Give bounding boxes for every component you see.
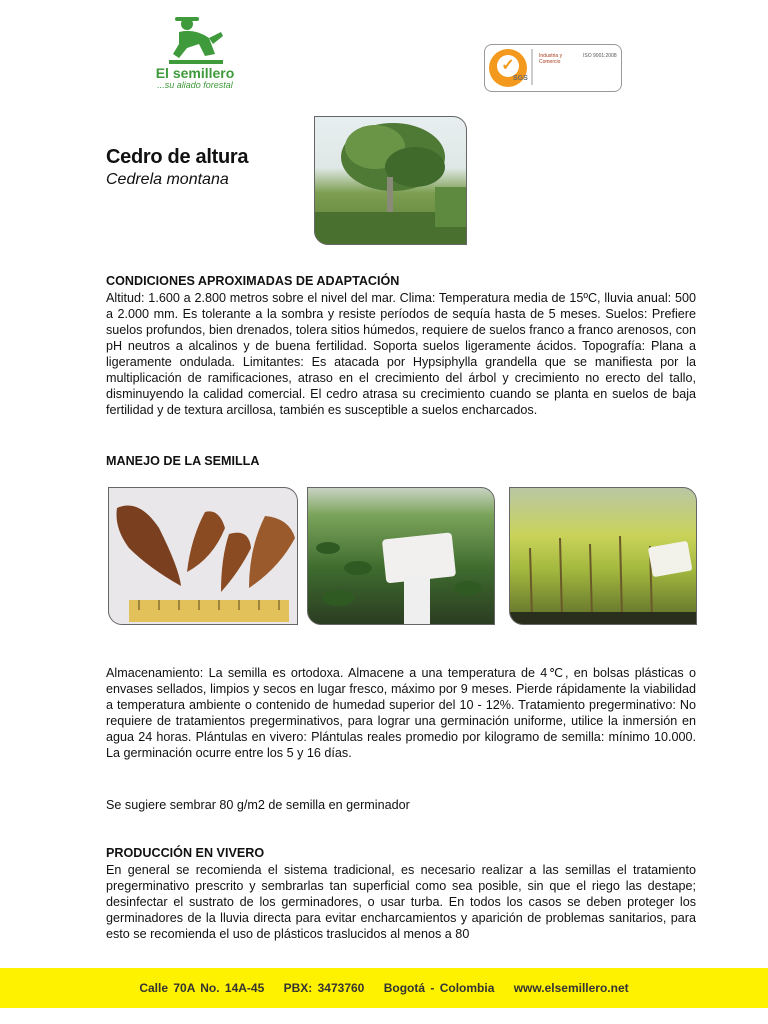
section-heading-seed: MANEJO DE LA SEMILLA <box>106 454 260 468</box>
logo-name: El semillero <box>155 65 235 81</box>
scientific-name: Cedrela montana <box>106 171 229 188</box>
logo-tagline: ...su aliado forestal <box>157 80 233 90</box>
footer-contact <box>0 981 768 995</box>
tree-photo <box>314 116 467 245</box>
certification-badge <box>484 44 622 92</box>
checkmark-icon: ✓ <box>497 55 519 77</box>
seeds-photo <box>108 487 298 625</box>
footer-city: Bogotá - Colombia <box>383 981 495 995</box>
footer-address: Calle 70A No. 14A-45 <box>139 981 265 995</box>
sowing-note: Se sugiere sembrar 80 g/m2 de semilla en germinador <box>106 798 410 812</box>
seed-management-text: Almacenamiento: La semilla es ortodoxa. Almacene a una temperatura de 4℃, en bolsas plásticas o envases sellados, limpios y secos en lugar fresco, máximo por 9 meses. Pierde rápidamente la viabilidad a temperatura ambiente o contenido de humedad superior del 10 - 12%. Tratamiento pregerminativo: No requiere de tratamientos pregerminativos, para lograr una germinación uniforme, utilice la inmersión en agua 24 horas. Plántulas en vivero: Plántulas reales promedio por kilogramo de semilla: mínimo 10.000. La germinación ocurre entre los 5 y 16 días. <box>106 666 696 760</box>
badge-divider <box>531 49 533 85</box>
footer-website[interactable]: www.elsemillero.net <box>513 981 629 995</box>
company-logo <box>140 14 250 98</box>
nursery-seedlings-photo <box>307 487 495 625</box>
farmer-planting-icon <box>165 14 225 66</box>
section-heading-adaptation: CONDICIONES APROXIMADAS DE ADAPTACIÓN <box>106 274 400 288</box>
footer-phone: PBX: 3473760 <box>283 981 365 995</box>
certification-organization: Industria y Comercio <box>539 53 563 65</box>
nursery-text: En general se recomienda el sistema tradicional, es necesario realizar a las semillas el tratamiento pregerminativo prescrito y sembrarlas tan superficial como sea posible, sin que el riego las destape; desinfectar el sustrato de los germinadores, o usar turba. En todos los casos se deben proteger los germinadores de la lluvia directa para evitar encharcamientos y aparición de problemas sanitarios, para esto se recomienda el uso de plásticos traslucidos al menos a 80 <box>106 863 696 941</box>
section-heading-nursery: PRODUCCIÓN EN VIVERO <box>106 846 265 860</box>
certification-mark: SGS <box>513 75 528 82</box>
certification-standard: ISO 9001:2008 <box>583 53 617 59</box>
young-plants-photo <box>509 487 697 625</box>
adaptation-text: Altitud: 1.600 a 2.800 metros sobre el nivel del mar. Clima: Temperatura media de 15ºC, lluvia anual: 500 a 2.000 mm. Es tolerante a la sombra y resiste períodos de sequía hasta de 5 meses. Suelos: Prefiere suelos profundos, bien drenados, tolera sitios húmedos, requiere de suelos franco a franco arenosos, con pH neutros a alcalinos y de buena fertilidad. Soporta suelos ligeramente ácidos. Topografía: Plana a ligeramente ondulada. Limitantes: Es atacada por Hypsiphylla grandella que se manifiesta por la multiplicación de ramificaciones, atraso en el crecimiento del árbol y crecimiento no erecto del tallo, disminuyendo la calidad comercial. El cedro atrasa su crecimiento cuando se planta en suelos de baja fertilidad y de textura arcillosa, también es susceptible a suelos encharcados. <box>106 291 696 417</box>
page-title: Cedro de altura <box>106 146 249 168</box>
